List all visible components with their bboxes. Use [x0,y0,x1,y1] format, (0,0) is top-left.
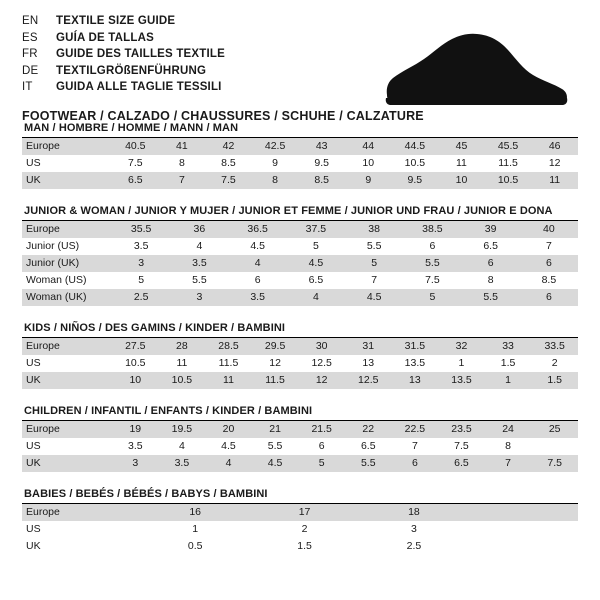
cell: 8.5 [205,155,252,172]
cell: 38.5 [403,221,461,238]
cell: 40.5 [112,138,159,155]
cell: 7 [392,438,439,455]
language-code: ES [22,31,38,44]
language-title: GUIDE DES TAILLES TEXTILE [56,48,225,60]
language-code: FR [22,48,38,60]
cell: 12 [531,155,578,172]
table-row [22,455,578,472]
cell: 25 [531,421,578,438]
cell: 5 [298,455,345,472]
cell: 4 [170,238,228,255]
cell: 4.5 [252,455,299,472]
cell: 36.5 [229,221,287,238]
language-code: IT [22,81,33,93]
table-row [22,504,578,521]
cell: 6 [229,272,287,289]
cell: 28 [159,338,206,355]
cell: 19.5 [159,421,206,438]
table-row [22,538,578,555]
cell: 1 [438,355,485,372]
cell: 8 [485,438,532,455]
cell-empty [469,521,578,538]
cell: 18 [359,504,468,521]
table-row [22,355,578,372]
table-row [22,272,578,289]
cell: 30 [298,338,345,355]
language-title: GUÍA DE TALLAS [56,31,154,44]
group-title: JUNIOR & WOMAN / JUNIOR Y MUJER / JUNIOR ET FEMME / JUNIOR UND FRAU / JUNIOR E DONA [22,205,578,221]
cell: 3.5 [170,255,228,272]
cell: 5.5 [462,289,520,306]
size-table-body [22,338,578,389]
cell: 4 [229,255,287,272]
table-row [22,221,578,238]
group-man [22,122,578,189]
cell: 5 [112,272,170,289]
cell: 4 [287,289,345,306]
cell: 3 [359,521,468,538]
cell: 8 [159,155,206,172]
cell: 38 [345,221,403,238]
cell: 44.5 [392,138,439,155]
cell: 13.5 [438,372,485,389]
cell: 5.5 [252,438,299,455]
cell: 5.5 [170,272,228,289]
table-row [22,172,578,189]
size-table-body [22,221,578,306]
cell: 3 [112,455,159,472]
cell: 7.5 [112,155,159,172]
size-table [22,421,578,472]
cell: 29.5 [252,338,299,355]
cell: 35.5 [112,221,170,238]
cell: 6 [462,255,520,272]
cell: 42 [205,138,252,155]
group-junior-woman [22,205,578,306]
cell: 22 [345,421,392,438]
group-babies [22,488,578,555]
cell: 4.5 [345,289,403,306]
row-label: UK [22,372,112,389]
cell: 9 [345,172,392,189]
row-label: Woman (US) [22,272,112,289]
cell: 1.5 [485,355,532,372]
cell: 12 [298,372,345,389]
cell: 12 [252,355,299,372]
table-row [22,438,578,455]
cell: 1.5 [250,538,359,555]
cell: 6.5 [438,455,485,472]
cell: 11.5 [205,355,252,372]
cell: 3 [170,289,228,306]
size-table-body [22,421,578,472]
row-label: US [22,155,112,172]
cell: 2 [250,521,359,538]
cell: 5 [403,289,461,306]
cell: 39 [462,221,520,238]
size-table-body [22,504,578,555]
cell: 44 [345,138,392,155]
size-table [22,338,578,389]
group-kids [22,322,578,389]
table-row [22,372,578,389]
cell: 3 [112,255,170,272]
cell: 6 [520,289,578,306]
cell: 7 [345,272,403,289]
language-title: GUIDA ALLE TAGLIE TESSILI [56,81,222,93]
cell: 31 [345,338,392,355]
language-row [22,47,225,64]
cell: 41 [159,138,206,155]
cell: 13 [345,355,392,372]
cell: 4.5 [229,238,287,255]
cell: 5.5 [345,238,403,255]
row-label: US [22,438,112,455]
cell: 21.5 [298,421,345,438]
cell: 24 [485,421,532,438]
table-row [22,289,578,306]
cell: 21 [252,421,299,438]
cell: 5 [287,238,345,255]
cell: 31.5 [392,338,439,355]
size-table-body [22,138,578,189]
cell: 10 [438,172,485,189]
cell: 10.5 [485,172,532,189]
size-table [22,138,578,189]
cell: 4.5 [205,438,252,455]
cell: 23.5 [438,421,485,438]
cell: 20 [205,421,252,438]
language-row [22,80,225,97]
cell: 11 [205,372,252,389]
row-label: Europe [22,221,112,238]
row-label: Junior (US) [22,238,112,255]
cell: 9 [252,155,299,172]
language-row [22,64,225,81]
language-title: TEXTILE SIZE GUIDE [56,15,176,27]
cell: 11.5 [252,372,299,389]
cell: 10.5 [392,155,439,172]
cell: 6 [392,455,439,472]
cell: 43 [298,138,345,155]
cell: 40 [520,221,578,238]
table-row [22,238,578,255]
cell: 11 [159,355,206,372]
cell: 1 [140,521,249,538]
cell: 6.5 [462,238,520,255]
cell: 17 [250,504,359,521]
cell: 8.5 [298,172,345,189]
cell: 8.5 [520,272,578,289]
cell: 7.5 [531,455,578,472]
language-title: TEXTILGRÖßENFÜHRUNG [56,64,207,77]
cell: 37.5 [287,221,345,238]
cell: 7.5 [403,272,461,289]
cell-empty [469,504,578,521]
cell: 3.5 [159,455,206,472]
cell: 3.5 [229,289,287,306]
row-label: US [22,355,112,372]
cell: 45.5 [485,138,532,155]
cell: 33 [485,338,532,355]
row-label: Woman (UK) [22,289,112,306]
cell: 0.5 [140,538,249,555]
cell: 6.5 [345,438,392,455]
table-row [22,255,578,272]
cell: 13.5 [392,355,439,372]
cell: 19 [112,421,159,438]
cell-empty [469,538,578,555]
cell: 7.5 [438,438,485,455]
table-row [22,338,578,355]
cell: 6 [403,238,461,255]
cell: 42.5 [252,138,299,155]
table-row [22,138,578,155]
cell: 32 [438,338,485,355]
cell: 4 [159,438,206,455]
cell: 5.5 [345,455,392,472]
row-label: UK [22,538,140,555]
cell: 1 [485,372,532,389]
cell: 12.5 [298,355,345,372]
cell: 1.5 [531,372,578,389]
cell: 5.5 [403,255,461,272]
cell: 16 [140,504,249,521]
cell: 4.5 [287,255,345,272]
cell: 7 [159,172,206,189]
language-row [22,14,225,31]
group-title: MAN / HOMBRE / HOMME / MANN / MAN [22,122,578,138]
cell: 6 [520,255,578,272]
cell: 10 [112,372,159,389]
cell: 13 [392,372,439,389]
table-row [22,155,578,172]
cell: 4 [205,455,252,472]
cell: 5 [345,255,403,272]
cell: 6.5 [112,172,159,189]
group-title: CHILDREN / INFANTIL / ENFANTS / KINDER / BAMBINI [22,405,578,421]
row-label: Europe [22,504,140,521]
cell: 6.5 [287,272,345,289]
cell: 45 [438,138,485,155]
cell: 28.5 [205,338,252,355]
cell: 8 [462,272,520,289]
cell: 8 [252,172,299,189]
cell: 2.5 [112,289,170,306]
cell: 12.5 [345,372,392,389]
cell [531,438,578,455]
cell: 10 [345,155,392,172]
cell: 7.5 [205,172,252,189]
dress-shoe-icon [380,32,570,110]
row-label: UK [22,455,112,472]
row-label: US [22,521,140,538]
cell: 22.5 [392,421,439,438]
cell: 7 [520,238,578,255]
cell: 11 [438,155,485,172]
row-label: UK [22,172,112,189]
size-table [22,504,578,555]
cell: 10.5 [159,372,206,389]
language-title-list [22,14,225,97]
row-label: Europe [22,138,112,155]
cell: 36 [170,221,228,238]
page-title: FOOTWEAR / CALZADO / CHAUSSURES / SCHUHE / CALZATURE [22,108,424,123]
cell: 7 [485,455,532,472]
cell: 9.5 [298,155,345,172]
cell: 2.5 [359,538,468,555]
row-label: Junior (UK) [22,255,112,272]
group-title: KIDS / NIÑOS / DES GAMINS / KINDER / BAMBINI [22,322,578,338]
size-table [22,221,578,306]
table-row [22,421,578,438]
row-label: Europe [22,338,112,355]
cell: 27.5 [112,338,159,355]
cell: 11 [531,172,578,189]
row-label: Europe [22,421,112,438]
language-code: EN [22,15,39,27]
cell: 11.5 [485,155,532,172]
language-row [22,31,225,48]
cell: 10.5 [112,355,159,372]
language-title-body [22,14,225,97]
cell: 3.5 [112,438,159,455]
group-children [22,405,578,472]
table-row [22,521,578,538]
cell: 3.5 [112,238,170,255]
group-title: BABIES / BEBÉS / BÉBÉS / BABYS / BAMBINI [22,488,578,504]
cell: 2 [531,355,578,372]
cell: 33.5 [531,338,578,355]
cell: 6 [298,438,345,455]
cell: 9.5 [392,172,439,189]
language-code: DE [22,64,39,77]
cell: 46 [531,138,578,155]
document-header [22,14,578,123]
